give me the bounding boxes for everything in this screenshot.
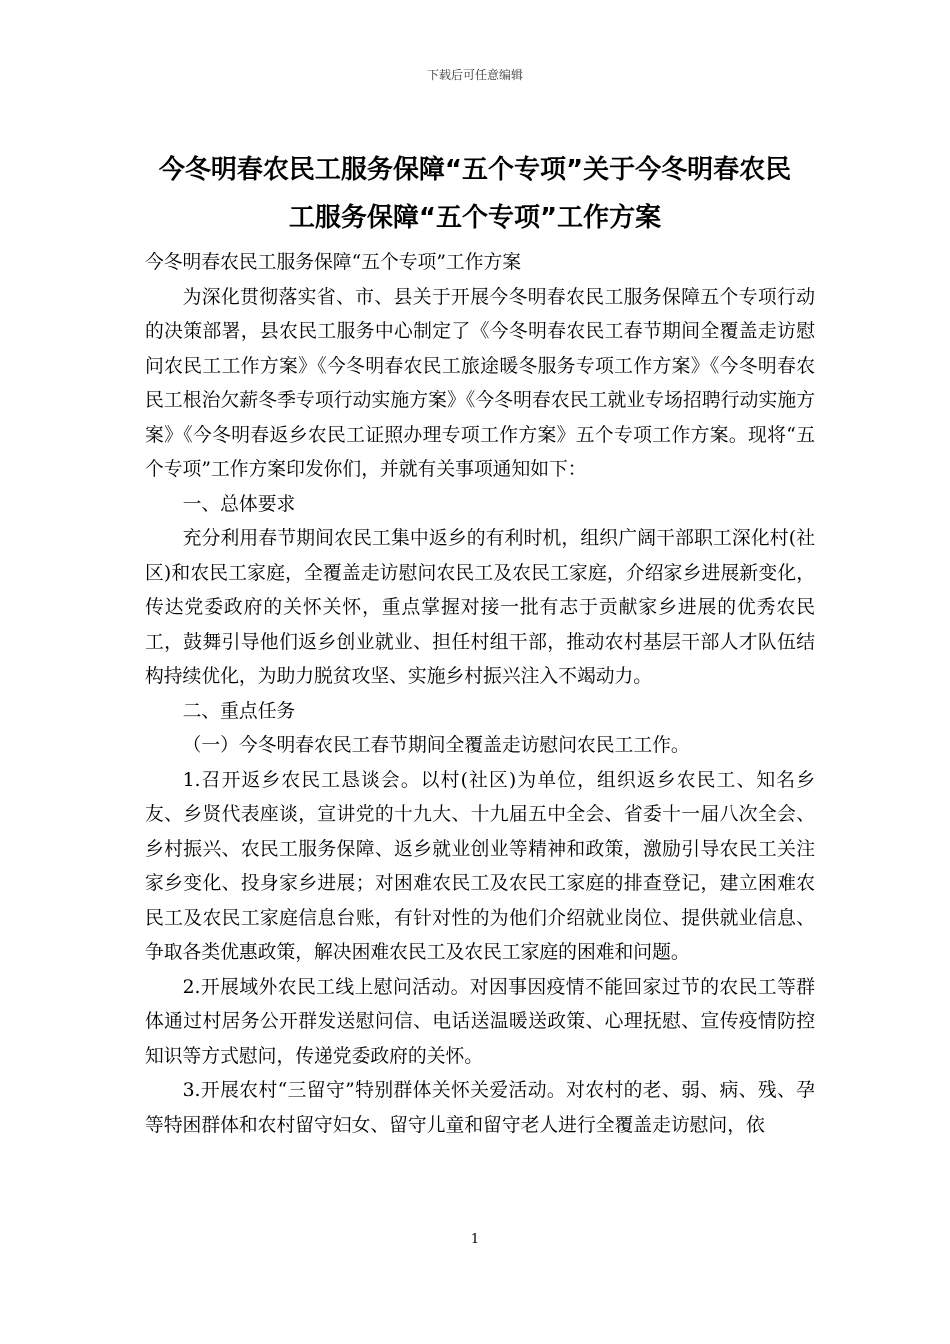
paragraph-intro: 为深化贯彻落实省、市、县关于开展今冬明春农民工服务保障五个专项行动的决策部署，县农民工服务中心制定了《今冬明春农民工春节期间全覆盖走访慰问农民工工作方案》《今冬明春农民工旅途暖冬服务专项工作方案》《今冬明春农民工根治欠薪冬季专项行动实施方案》《今冬明春农民工就业专场招聘行动实施方案》《今冬明春返乡农民工证照办理专项工作方案》五个专项工作方案。现将“五个专项”工作方案印发你们，并就有关事项通知如下： [145, 286, 815, 480]
subsection-heading-1: （一）今冬明春农民工春节期间全覆盖走访慰问农民工工作。 [182, 735, 690, 756]
paragraph-item-1: 1.召开返乡农民工恳谈会。以村(社区)为单位，组织返乡农民工、知名乡友、乡贤代表座谈，宣讲党的十九大、十九届五中全会、省委十一届八次全会、乡村振兴、农民工服务保障、返乡就业创业等精神和政策，激励引导农民工关注家乡变化、投身家乡进展；对困难农民工及农民工家庭的排查登记，建立困难农民工及农民工家庭信息台账，有针对性的为他们介绍就业岗位、提供就业信息、争取各类优惠政策，解决困难农民工及农民工家庭的困难和问题。 [145, 769, 815, 963]
header-note: 下载后可任意编辑 [426, 68, 523, 82]
document-subtitle: 今冬明春农民工服务保障“五个专项”工作方案 [145, 252, 522, 273]
page-number: 1 [470, 1232, 480, 1247]
document-body [145, 246, 815, 1143]
document-title-line-2: 工服务保障“五个专项”工作方案 [288, 203, 662, 233]
paragraph-item-2: 2.开展域外农民工线上慰问活动。对因事因疫情不能回家过节的农民工等群体通过村居务公开群发送慰问信、电话送温暖送政策、心理抚慰、宣传疫情防控知识等方式慰问，传递党委政府的关怀。 [145, 976, 815, 1067]
section-heading-general-requirements: 一、总体要求 [182, 493, 296, 515]
paragraph-item-3: 3.开展农村“三留守”特别群体关怀关爱活动。对农村的老、弱、病、残、孕等特困群体和农村留守妇女、留守儿童和留守老人进行全覆盖走访慰问，依 [145, 1080, 815, 1136]
section-heading-key-tasks: 二、重点任务 [182, 700, 296, 722]
paragraph-general-requirements: 充分利用春节期间农民工集中返乡的有利时机，组织广阔干部职工深化村(社区)和农民工家庭，全覆盖走访慰问农民工及农民工家庭，介绍家乡进展新变化，传达党委政府的关怀关怀，重点掌握对接一批有志于贡献家乡进展的优秀农民工，鼓舞引导他们返乡创业就业、担任村组干部，推动农村基层干部人才队伍结构持续优化，为助力脱贫攻坚、实施乡村振兴注入不竭动力。 [145, 528, 815, 687]
document-title-line-1: 今冬明春农民工服务保障“五个专项”关于今冬明春农民 [158, 155, 792, 185]
